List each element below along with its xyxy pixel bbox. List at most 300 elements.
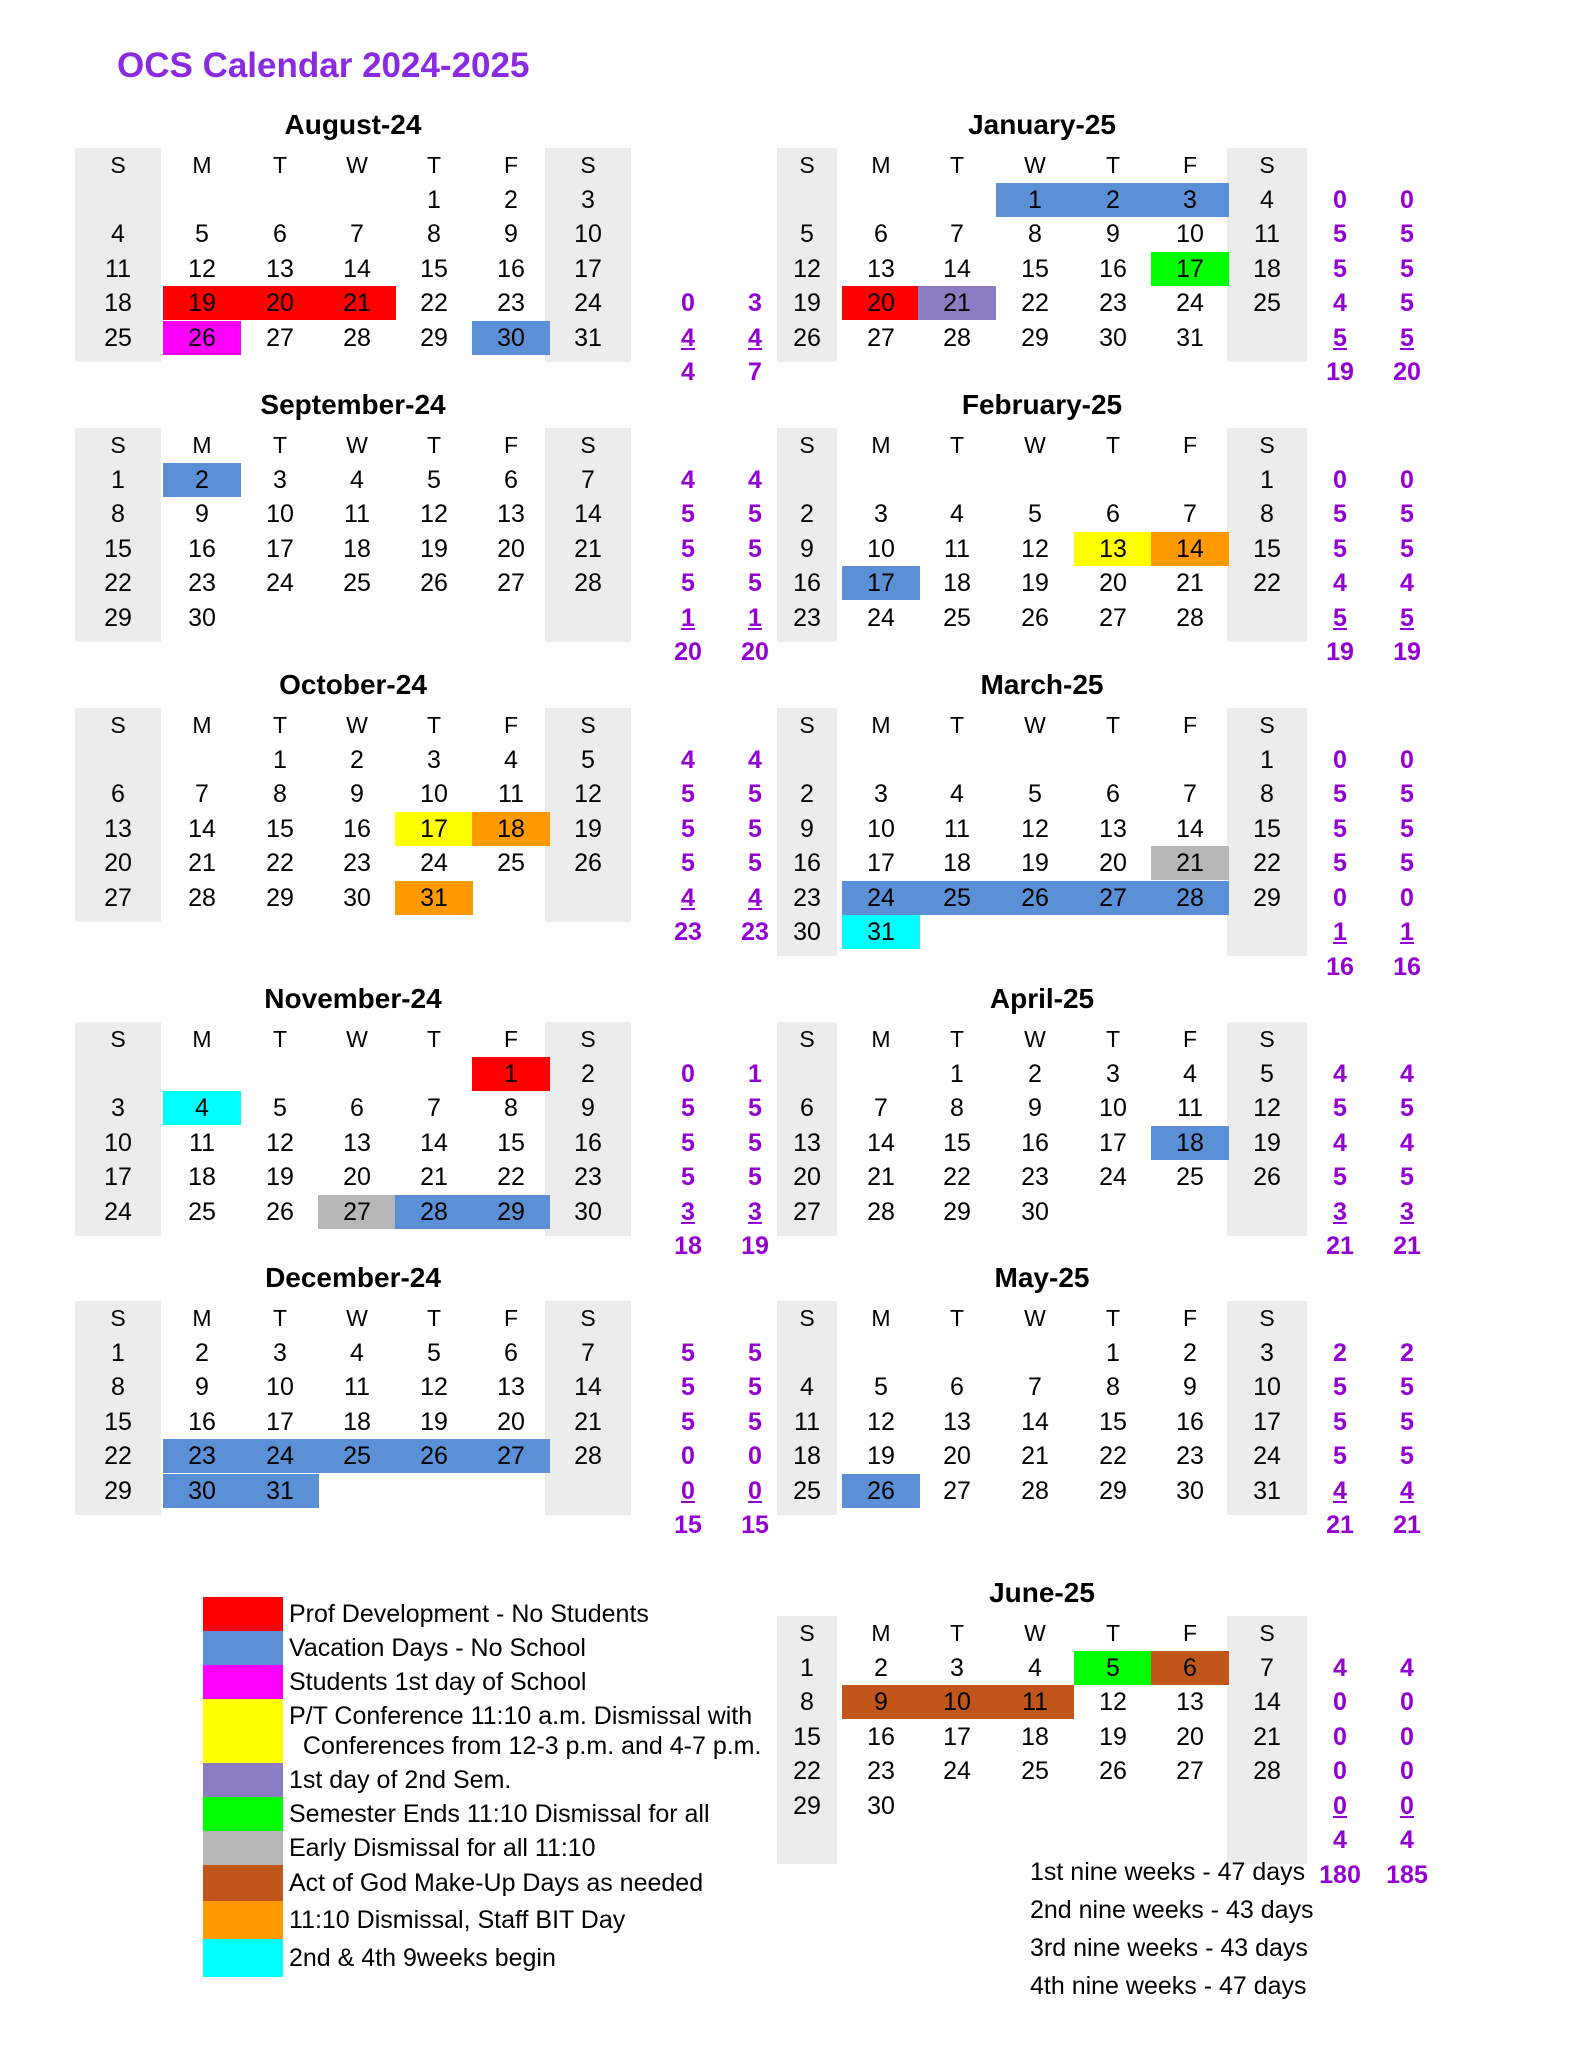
day-cell: 10 (1099, 1094, 1127, 1122)
week-day-count: 5 (748, 1094, 762, 1122)
day-cell: 10 (918, 1685, 996, 1719)
day-cell: 3 (874, 780, 888, 808)
week-day-count: 4 (1333, 569, 1347, 597)
day-cell: 9 (1028, 1094, 1042, 1122)
month-title: April-25 (989, 983, 1095, 1014)
year-total: 180 (1319, 1860, 1361, 1889)
day-cell: 15 (943, 1128, 971, 1157)
day-cell: 4 (950, 500, 964, 528)
month-title: December-24 (265, 1262, 441, 1293)
week-day-count: 5 (681, 534, 695, 563)
week-day-count: 0 (1400, 1757, 1414, 1785)
day-header: F (503, 712, 519, 738)
day-header: T (426, 712, 442, 738)
legend-label: Semester Ends 11:10 Dismissal for all (289, 1800, 710, 1828)
day-cell: 8 (427, 220, 441, 248)
week-day-count: 3 (748, 289, 762, 317)
day-cell: 27 (472, 1439, 550, 1473)
day-cell: 16 (497, 254, 525, 283)
day-cell: 4 (950, 780, 964, 808)
week-day-count: 1 (1333, 918, 1347, 946)
day-cell: 5 (1028, 780, 1042, 808)
week-day-count: 5 (1400, 254, 1414, 283)
week-day-count: 4 (748, 323, 762, 352)
day-cell: 25 (1021, 1757, 1049, 1785)
week-day-count: 0 (1400, 185, 1414, 214)
day-cell: 1 (111, 465, 125, 494)
day-cell: 28 (1151, 881, 1229, 915)
day-cell: 31 (574, 323, 602, 352)
day-cell: 28 (943, 323, 971, 352)
week-day-count: 1 (748, 603, 762, 632)
day-cell: 29 (420, 323, 448, 352)
day-cell: 19 (266, 1163, 294, 1191)
week-day-count: 5 (748, 1373, 762, 1401)
day-cell: 27 (1176, 1757, 1204, 1785)
week-day-count: 5 (748, 1128, 762, 1157)
month-total: 16 (1326, 952, 1354, 981)
day-cell: 7 (874, 1094, 888, 1122)
week-day-count: 0 (1400, 465, 1414, 494)
day-cell: 13 (266, 254, 294, 283)
day-cell: 29 (1099, 1476, 1127, 1505)
day-cell: 17 (266, 1407, 294, 1436)
day-cell: 16 (793, 849, 821, 877)
day-cell: 26 (1253, 1163, 1281, 1191)
week-day-count: 5 (681, 780, 695, 808)
day-cell: 30 (1099, 323, 1127, 352)
legend-swatch (203, 1797, 283, 1831)
day-cell: 20 (1176, 1722, 1204, 1751)
day-header: T (1105, 1026, 1121, 1052)
day-cell: 10 (420, 780, 448, 808)
day-cell: 7 (1183, 780, 1197, 808)
day-cell: 24 (104, 1197, 132, 1226)
day-header: W (1024, 432, 1046, 458)
day-cell: 18 (1151, 1126, 1229, 1160)
day-cell: 11 (944, 814, 970, 843)
day-cell: 10 (867, 534, 895, 563)
day-cell: 9 (350, 780, 364, 808)
day-cell: 26 (163, 321, 241, 355)
legend-swatch (203, 1901, 283, 1939)
day-cell: 30 (867, 1791, 895, 1820)
day-header: W (346, 712, 368, 738)
day-cell: 9 (842, 1685, 920, 1719)
week-day-count: 5 (1400, 1373, 1414, 1401)
day-header: S (110, 712, 126, 738)
day-cell: 21 (318, 286, 396, 320)
day-cell: 23 (1021, 1163, 1049, 1191)
day-cell: 18 (343, 1407, 371, 1436)
day-cell: 13 (104, 814, 132, 843)
month-total: 19 (1393, 638, 1421, 666)
day-header: S (799, 152, 815, 178)
day-cell: 31 (842, 915, 920, 949)
day-header: S (1259, 712, 1275, 738)
day-cell: 18 (793, 1442, 821, 1470)
day-cell: 29 (472, 1195, 550, 1229)
month-title: September-24 (260, 389, 446, 420)
day-header: M (192, 1305, 212, 1331)
week-day-count: 4 (681, 883, 695, 912)
day-cell: 10 (867, 814, 895, 843)
day-cell: 7 (581, 1338, 595, 1367)
day-cell: 13 (497, 500, 525, 528)
day-header: M (192, 1026, 212, 1052)
day-cell: 25 (188, 1197, 216, 1226)
day-cell: 19 (1021, 849, 1049, 877)
day-cell: 2 (1074, 183, 1152, 217)
week-day-count: 0 (1333, 1791, 1347, 1820)
day-cell: 24 (1176, 289, 1204, 317)
day-cell: 19 (1253, 1128, 1281, 1157)
week-day-count: 5 (1400, 534, 1414, 563)
month-title: August-24 (284, 109, 422, 140)
day-cell: 26 (1099, 1757, 1127, 1785)
day-header: S (1259, 152, 1275, 178)
day-cell: 4 (350, 1338, 364, 1367)
day-cell: 26 (793, 323, 821, 352)
day-cell: 6 (504, 1338, 518, 1367)
day-header: F (1182, 712, 1198, 738)
week-day-count: 5 (1333, 849, 1347, 877)
day-cell: 29 (793, 1791, 821, 1820)
week-day-count: 5 (748, 849, 762, 877)
day-cell: 20 (104, 849, 132, 877)
day-cell: 21 (574, 1407, 602, 1436)
day-cell: 24 (241, 1439, 319, 1473)
day-cell: 8 (111, 500, 125, 528)
day-cell: 4 (350, 465, 364, 494)
day-cell: 11 (944, 534, 970, 563)
day-cell: 1 (1260, 745, 1274, 774)
day-cell: 15 (1099, 1407, 1127, 1436)
day-header: S (580, 1305, 596, 1331)
week-day-count: 0 (681, 1442, 695, 1470)
week-day-count: 5 (681, 1407, 695, 1436)
day-cell: 8 (273, 780, 287, 808)
month-title: May-25 (994, 1262, 1090, 1293)
week-day-count: 5 (681, 500, 695, 528)
day-header: M (871, 1305, 891, 1331)
day-cell: 31 (395, 881, 473, 915)
day-cell: 18 (1253, 254, 1281, 283)
day-cell: 8 (1260, 780, 1274, 808)
week-day-count: 0 (681, 289, 695, 317)
week-day-count: 0 (681, 1059, 695, 1088)
week-day-count: 1 (1400, 918, 1414, 946)
week-day-count: 0 (1400, 1722, 1414, 1751)
day-cell: 18 (943, 849, 971, 877)
day-header: F (1182, 432, 1198, 458)
legend-swatch (203, 1699, 283, 1763)
day-header: S (799, 1620, 815, 1646)
day-cell: 26 (420, 569, 448, 597)
day-header: M (192, 712, 212, 738)
day-cell: 18 (1021, 1722, 1049, 1751)
day-cell: 14 (943, 254, 971, 283)
week-day-count: 4 (748, 745, 762, 774)
day-header: S (1259, 432, 1275, 458)
day-cell: 11 (1177, 1094, 1203, 1122)
day-cell: 13 (1099, 814, 1127, 843)
day-cell: 11 (189, 1128, 215, 1157)
week-day-count: 0 (1333, 883, 1347, 912)
day-cell: 8 (504, 1094, 518, 1122)
day-header: T (949, 1305, 965, 1331)
week-day-count: 5 (681, 1163, 695, 1191)
day-cell: 14 (188, 814, 216, 843)
day-cell: 22 (266, 849, 294, 877)
day-cell: 10 (1253, 1373, 1281, 1401)
nine-weeks-line: 3rd nine weeks - 43 days (1030, 1934, 1308, 1962)
week-day-count: 5 (748, 569, 762, 597)
week-day-count: 5 (748, 1407, 762, 1436)
day-cell: 22 (793, 1757, 821, 1785)
day-header: S (580, 1026, 596, 1052)
day-cell: 29 (1253, 883, 1281, 912)
nine-weeks-line: 1st nine weeks - 47 days (1030, 1858, 1306, 1886)
legend-label: 11:10 Dismissal, Staff BIT Day (289, 1906, 626, 1934)
day-cell: 21 (574, 534, 602, 563)
week-day-count: 5 (681, 1373, 695, 1401)
legend-label: 2nd & 4th 9weeks begin (289, 1944, 556, 1972)
day-cell: 2 (504, 185, 518, 214)
day-cell: 25 (918, 881, 996, 915)
day-cell: 1 (273, 745, 287, 774)
day-header: M (871, 432, 891, 458)
week-day-count: 4 (1333, 1059, 1347, 1088)
day-header: W (346, 1305, 368, 1331)
day-cell: 21 (1176, 569, 1204, 597)
day-cell: 27 (943, 1476, 971, 1505)
day-header: F (503, 432, 519, 458)
day-cell: 30 (1176, 1476, 1204, 1505)
week-day-count: 0 (1333, 185, 1347, 214)
week-day-count: 5 (1333, 1094, 1347, 1122)
day-header: T (949, 1620, 965, 1646)
day-cell: 20 (1099, 849, 1127, 877)
day-cell: 14 (1151, 532, 1229, 566)
week-day-count: 5 (1333, 603, 1347, 632)
day-cell: 28 (867, 1197, 895, 1226)
month-total: 20 (741, 638, 769, 666)
day-header: W (346, 152, 368, 178)
day-cell: 17 (395, 812, 473, 846)
day-cell: 14 (867, 1128, 895, 1157)
day-cell: 20 (343, 1163, 371, 1191)
month-total: 4 (681, 358, 695, 386)
day-cell: 9 (504, 220, 518, 248)
day-cell: 6 (874, 220, 888, 248)
day-cell: 25 (793, 1476, 821, 1505)
week-day-count: 3 (1333, 1197, 1347, 1226)
month-total: 18 (674, 1232, 702, 1260)
day-header: M (871, 712, 891, 738)
day-cell: 1 (111, 1338, 125, 1367)
day-cell: 3 (950, 1653, 964, 1682)
week-day-count: 5 (748, 1338, 762, 1367)
day-cell: 12 (793, 254, 821, 283)
day-header: F (1182, 1026, 1198, 1052)
day-cell: 26 (266, 1197, 294, 1226)
week-day-count: 4 (681, 465, 695, 494)
day-header: T (426, 1026, 442, 1052)
day-cell: 15 (104, 534, 132, 563)
day-cell: 21 (1253, 1722, 1281, 1751)
day-cell: 24 (1253, 1442, 1281, 1470)
day-cell: 17 (842, 566, 920, 600)
week-day-count: 4 (1333, 1653, 1347, 1682)
day-cell: 11 (1254, 220, 1280, 248)
day-cell: 20 (1099, 569, 1127, 597)
week-day-count: 5 (1400, 220, 1414, 248)
week-day-count: 5 (1400, 1407, 1414, 1436)
day-header: F (503, 152, 519, 178)
day-header: T (426, 152, 442, 178)
day-cell: 16 (1021, 1128, 1049, 1157)
day-cell: 25 (1253, 289, 1281, 317)
week-day-count: 5 (1400, 780, 1414, 808)
month-total: 4 (1333, 1826, 1347, 1854)
day-cell: 18 (343, 534, 371, 563)
day-cell: 3 (1260, 1338, 1274, 1367)
month-total: 20 (1393, 358, 1421, 386)
day-cell: 14 (574, 500, 602, 528)
week-day-count: 0 (1333, 465, 1347, 494)
day-cell: 18 (943, 569, 971, 597)
week-day-count: 0 (748, 1442, 762, 1470)
legend-label: 1st day of 2nd Sem. (289, 1766, 512, 1794)
day-cell: 1 (800, 1653, 814, 1682)
day-cell: 11 (105, 254, 131, 283)
day-header: S (799, 432, 815, 458)
day-cell: 27 (1074, 881, 1152, 915)
day-cell: 16 (1176, 1407, 1204, 1436)
day-cell: 13 (497, 1373, 525, 1401)
day-cell: 23 (793, 603, 821, 632)
week-day-count: 5 (1400, 1442, 1414, 1470)
day-cell: 21 (918, 286, 996, 320)
day-cell: 4 (1183, 1059, 1197, 1088)
week-day-count: 5 (1333, 814, 1347, 843)
week-day-count: 0 (1400, 883, 1414, 912)
day-cell: 16 (793, 569, 821, 597)
day-cell: 1 (996, 183, 1074, 217)
week-day-count: 5 (1333, 1163, 1347, 1191)
week-day-count: 4 (1400, 1128, 1414, 1157)
day-header: T (272, 712, 288, 738)
day-cell: 20 (842, 286, 920, 320)
day-cell: 14 (1176, 814, 1204, 843)
week-day-count: 5 (681, 569, 695, 597)
day-cell: 12 (574, 780, 602, 808)
day-cell: 14 (420, 1128, 448, 1157)
day-cell: 22 (1253, 849, 1281, 877)
legend-label: Prof Development - No Students (289, 1600, 649, 1628)
day-cell: 28 (395, 1195, 473, 1229)
day-cell: 23 (1099, 289, 1127, 317)
day-header: T (949, 1026, 965, 1052)
day-cell: 13 (343, 1128, 371, 1157)
day-cell: 27 (867, 323, 895, 352)
day-cell: 9 (1183, 1373, 1197, 1401)
week-day-count: 5 (681, 1128, 695, 1157)
week-day-count: 5 (1333, 1442, 1347, 1470)
day-cell: 2 (163, 463, 241, 497)
week-day-count: 2 (1333, 1338, 1347, 1367)
day-header: W (1024, 1620, 1046, 1646)
day-cell: 16 (188, 1407, 216, 1436)
day-cell: 22 (1021, 289, 1049, 317)
day-cell: 3 (874, 500, 888, 528)
day-cell: 26 (996, 881, 1074, 915)
day-cell: 17 (1151, 252, 1229, 286)
day-header: W (346, 1026, 368, 1052)
day-header: F (1182, 152, 1198, 178)
day-cell: 24 (266, 569, 294, 597)
day-cell: 13 (943, 1407, 971, 1436)
day-cell: 25 (104, 323, 132, 352)
day-cell: 10 (1176, 220, 1204, 248)
day-cell: 13 (1074, 532, 1152, 566)
day-header: W (1024, 1026, 1046, 1052)
day-cell: 6 (800, 1094, 814, 1122)
day-cell: 3 (581, 185, 595, 214)
week-day-count: 0 (1400, 745, 1414, 774)
day-cell: 22 (1253, 569, 1281, 597)
month-title: October-24 (279, 669, 427, 700)
day-cell: 11 (344, 1373, 370, 1401)
day-cell: 6 (1151, 1651, 1229, 1685)
day-cell: 16 (343, 814, 371, 843)
day-cell: 30 (188, 603, 216, 632)
day-cell: 30 (574, 1197, 602, 1226)
day-header: S (580, 712, 596, 738)
day-cell: 9 (800, 534, 814, 563)
day-header: M (871, 1620, 891, 1646)
day-cell: 8 (950, 1094, 964, 1122)
day-cell: 29 (943, 1197, 971, 1226)
day-cell: 8 (1260, 500, 1274, 528)
day-cell: 31 (1253, 1476, 1281, 1505)
day-header: S (110, 1026, 126, 1052)
day-cell: 4 (163, 1091, 241, 1125)
day-cell: 14 (574, 1373, 602, 1401)
day-cell: 20 (497, 1407, 525, 1436)
day-cell: 16 (867, 1722, 895, 1751)
day-cell: 15 (266, 814, 294, 843)
day-cell: 19 (420, 1407, 448, 1436)
day-cell: 23 (867, 1757, 895, 1785)
day-cell: 27 (793, 1197, 821, 1226)
week-day-count: 5 (748, 1163, 762, 1191)
day-cell: 24 (574, 289, 602, 317)
day-cell: 23 (343, 849, 371, 877)
day-cell: 11 (794, 1407, 820, 1436)
week-day-count: 2 (1400, 1338, 1414, 1367)
week-day-count: 5 (748, 814, 762, 843)
day-cell: 13 (1176, 1688, 1204, 1716)
month-total: 19 (741, 1232, 769, 1260)
day-cell: 19 (574, 814, 602, 843)
nine-weeks-line: 4th nine weeks - 47 days (1030, 1972, 1307, 2000)
week-day-count: 5 (1400, 289, 1414, 317)
week-day-count: 5 (1333, 323, 1347, 352)
month-total: 21 (1393, 1232, 1421, 1260)
day-cell: 5 (1074, 1651, 1152, 1685)
